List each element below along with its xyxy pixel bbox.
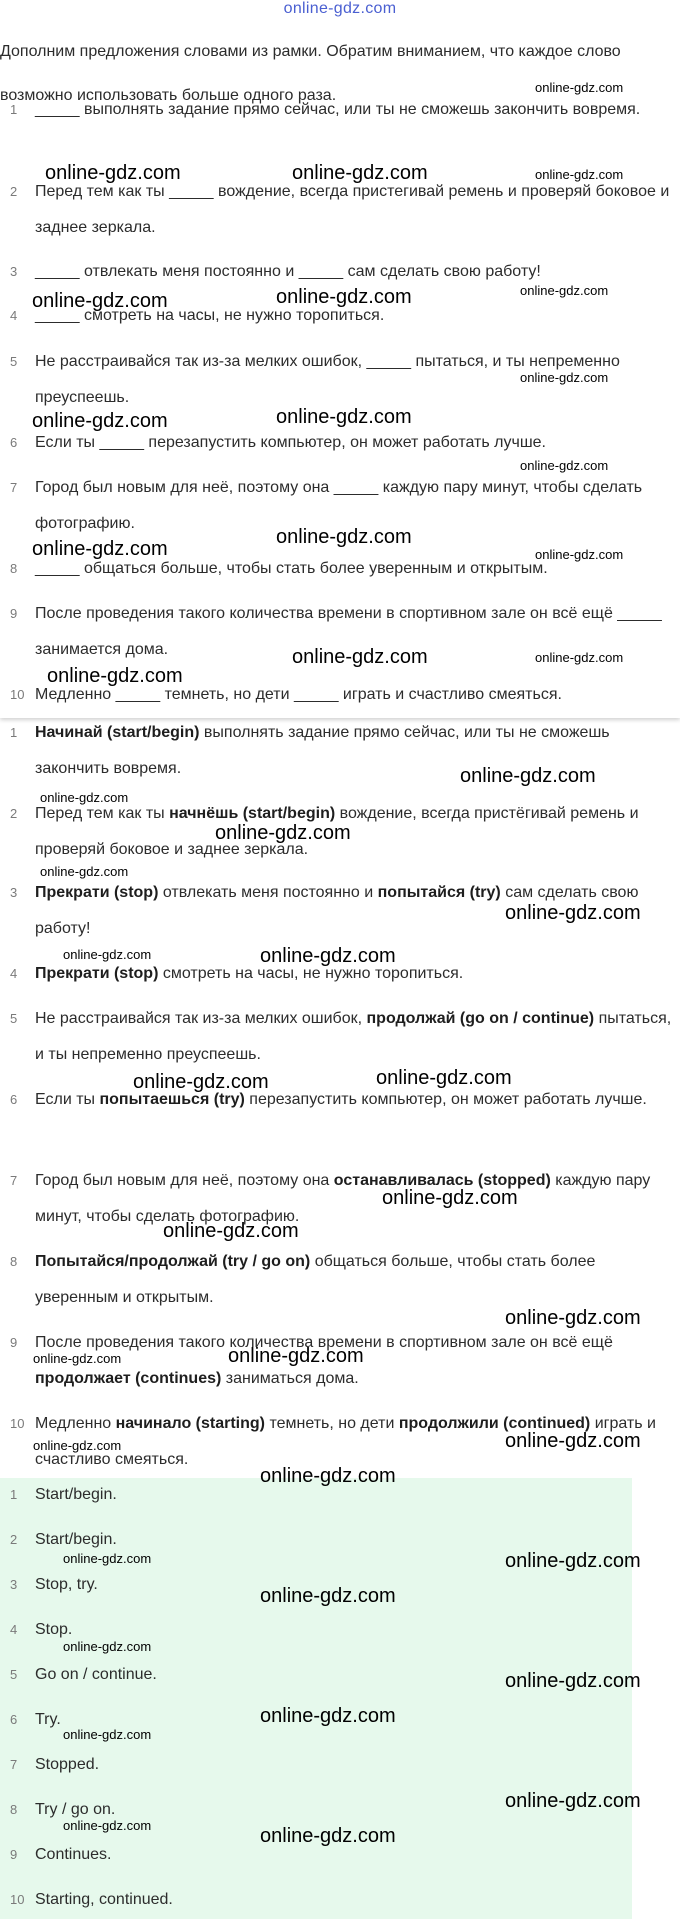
item-number: 8 [10, 1254, 18, 1269]
answer-pre: Город был новым для неё, поэтому она [35, 1172, 334, 1189]
answer-mid: заниматься дома. [221, 1370, 359, 1387]
short-answer-7 [0, 1747, 672, 1783]
answer-pre: Не расстраивайся так из-за мелких ошибок, [35, 1010, 367, 1027]
item-number: 1 [10, 725, 18, 740]
watermark: online-gdz.com [535, 650, 624, 665]
answer-item-5 [0, 1001, 672, 1073]
watermark: online-gdz.com [63, 947, 152, 962]
answer-mid: отвлекать меня постоянно и [158, 884, 378, 901]
watermark: online-gdz.com [505, 1550, 641, 1572]
answer-mid: перезапустить компьютер, он может работать лучше. [244, 1091, 647, 1108]
item-text: _____ смотреть на часы, не нужно торопиться. [35, 307, 385, 324]
item-number: 6 [10, 1092, 18, 1107]
watermark: online-gdz.com [276, 286, 412, 308]
watermark: online-gdz.com [63, 1818, 152, 1833]
site-header [0, 0, 680, 26]
answer-item-8 [0, 1244, 672, 1316]
item-number: 5 [10, 1667, 18, 1682]
short-answer-10 [0, 1882, 672, 1918]
watermark: online-gdz.com [47, 665, 183, 687]
answer-pre: Если ты [35, 1091, 100, 1108]
item-number: 7 [10, 480, 18, 495]
watermark: online-gdz.com [260, 1465, 396, 1487]
item-text: _____ общаться больше, чтобы стать более уверенным и открытым. [35, 560, 548, 577]
item-text: Перед тем как ты _____ вождение, всегда пристегивай ремень и проверяй боковое и заднее зеркала. [35, 183, 670, 236]
watermark: online-gdz.com [63, 1551, 152, 1566]
short-answer-text: Starting, continued. [35, 1891, 173, 1908]
answer-word: начнёшь (start/begin) [169, 805, 336, 822]
watermark: online-gdz.com [376, 1067, 512, 1089]
item-number: 10 [10, 1416, 25, 1431]
watermark: online-gdz.com [460, 765, 596, 787]
item-text: Если ты _____ перезапустить компьютер, он может работать лучше. [35, 434, 546, 451]
watermark: online-gdz.com [292, 162, 428, 184]
watermark: online-gdz.com [32, 538, 168, 560]
item-number: 3 [10, 264, 18, 279]
watermark: online-gdz.com [505, 1790, 641, 1812]
instructions-text: Дополним предложения словами из рамки. Обратим вниманием, что каждое слово возможно использовать больше одного раза. [0, 43, 621, 104]
short-answer-text: Stop. [35, 1621, 73, 1638]
item-number: 6 [10, 1712, 18, 1727]
answer-post: сам сделать свою работу! [35, 884, 639, 937]
answer-mid: выполнять задание прямо сейчас, или ты не сможешь закончить вовремя. [35, 724, 610, 777]
watermark: online-gdz.com [535, 80, 624, 95]
short-answer-text: Try / go on. [35, 1801, 116, 1818]
site-logo-text: online-gdz.com [283, 0, 397, 17]
watermark: online-gdz.com [260, 1825, 396, 1847]
item-number: 5 [10, 354, 18, 369]
item-number: 4 [10, 966, 18, 981]
watermark: online-gdz.com [535, 547, 624, 562]
answer-pre: После проведения такого количества времени в спортивном зале он всё ещё [35, 1334, 613, 1351]
watermark: online-gdz.com [33, 1438, 122, 1453]
answer-word-2: продолжили (continued) [398, 1415, 591, 1432]
item-number: 7 [10, 1757, 18, 1772]
answer-pre: Медленно [35, 1415, 116, 1432]
answer-mid: каждую пару минут, чтобы сделать фотографию. [35, 1172, 651, 1225]
short-answer-text: Stopped. [35, 1756, 100, 1773]
watermark: online-gdz.com [520, 283, 609, 298]
answer-pre: Перед тем как ты [35, 805, 170, 822]
item-number: 3 [10, 1577, 18, 1592]
answer-word: попытаешься (try) [99, 1091, 245, 1108]
item-number: 9 [10, 1335, 18, 1350]
item-number: 1 [10, 102, 18, 117]
item-number: 5 [10, 1011, 18, 1026]
answer-post: играть и счастливо смеяться. [35, 1415, 656, 1468]
item-number: 7 [10, 1173, 18, 1188]
watermark: online-gdz.com [260, 1705, 396, 1727]
watermark: online-gdz.com [292, 646, 428, 668]
watermark: online-gdz.com [40, 790, 129, 805]
answer-mid: темнеть, но дети [265, 1415, 399, 1432]
answer-word: Прекрати (stop) [35, 884, 159, 901]
exercise-item-1 [0, 92, 672, 128]
watermark: online-gdz.com [505, 1430, 641, 1452]
watermark: online-gdz.com [520, 458, 609, 473]
item-number: 4 [10, 1622, 18, 1637]
answer-word: продолжает (continues) [35, 1370, 222, 1387]
item-number: 10 [10, 1892, 25, 1907]
short-answer-text: Start/begin. [35, 1486, 117, 1503]
watermark: online-gdz.com [505, 1307, 641, 1329]
watermark: online-gdz.com [260, 945, 396, 967]
watermark: online-gdz.com [520, 370, 609, 385]
answer-item-7 [0, 1163, 672, 1235]
short-answer-text: Go on / continue. [35, 1666, 157, 1683]
answer-mid: пытаться, и ты непременно преуспеешь. [35, 1010, 672, 1063]
watermark: online-gdz.com [33, 1351, 122, 1366]
watermark: online-gdz.com [276, 406, 412, 428]
answer-word: Попытайся/продолжай (try / go on) [35, 1253, 311, 1270]
watermark: online-gdz.com [63, 1639, 152, 1654]
answer-item-6 [0, 1082, 672, 1118]
item-text: Город был новым для неё, поэтому она _____ каждую пару минут, чтобы сделать фотографию. [35, 479, 643, 532]
watermark: online-gdz.com [276, 526, 412, 548]
item-text: _____ выполнять задание прямо сейчас, или ты не сможешь закончить вовремя. [35, 101, 641, 118]
item-number: 9 [10, 1847, 18, 1862]
answer-mid: общаться больше, чтобы стать более уверенным и открытым. [35, 1253, 596, 1306]
item-number: 9 [10, 606, 18, 621]
watermark: online-gdz.com [260, 1585, 396, 1607]
answer-mid: смотреть на часы, не нужно торопиться. [158, 965, 464, 982]
item-number: 6 [10, 435, 18, 450]
answer-word: останавливалась (stopped) [333, 1172, 551, 1189]
watermark: online-gdz.com [133, 1071, 269, 1093]
item-number: 8 [10, 1802, 18, 1817]
item-number: 2 [10, 1532, 18, 1547]
item-text: _____ отвлекать меня постоянно и _____ сам сделать свою работу! [35, 263, 541, 280]
answer-word: начинало (starting) [115, 1415, 265, 1432]
watermark: online-gdz.com [382, 1187, 518, 1209]
short-answer-text: Stop, try. [35, 1576, 98, 1593]
watermark: online-gdz.com [32, 290, 168, 312]
item-text: Медленно _____ темнеть, но дети _____ играть и счастливо смеяться. [35, 686, 562, 703]
answer-word: продолжай (go on / continue) [366, 1010, 595, 1027]
item-number: 2 [10, 806, 18, 821]
item-number: 8 [10, 561, 18, 576]
item-text: Не расстраивайся так из-за мелких ошибок, _____ пытаться, и ты непременно преуспеешь. [35, 353, 620, 406]
short-answer-text: Start/begin. [35, 1531, 117, 1548]
watermark: online-gdz.com [45, 162, 181, 184]
watermark: online-gdz.com [535, 167, 624, 182]
watermark: online-gdz.com [163, 1220, 299, 1242]
watermark: online-gdz.com [32, 410, 168, 432]
item-number: 2 [10, 184, 18, 199]
answer-mid: вождение, всегда пристёгивай ремень и проверяй боковое и заднее зеркала. [35, 805, 639, 858]
item-number: 4 [10, 308, 18, 323]
watermark: online-gdz.com [215, 822, 351, 844]
answer-word-2: попытайся (try) [377, 884, 501, 901]
watermark: online-gdz.com [505, 902, 641, 924]
short-answer-text: Try. [35, 1711, 61, 1728]
exercise-panel [0, 0, 680, 718]
watermark: online-gdz.com [40, 864, 129, 879]
short-answer-text: Continues. [35, 1846, 112, 1863]
item-number: 10 [10, 687, 25, 702]
answer-word: Начинай (start/begin) [35, 724, 200, 741]
answer-word: Прекрати (stop) [35, 965, 159, 982]
item-number: 1 [10, 1487, 18, 1502]
watermark: online-gdz.com [63, 1727, 152, 1742]
watermark: online-gdz.com [505, 1670, 641, 1692]
item-number: 3 [10, 885, 18, 900]
watermark: online-gdz.com [228, 1345, 364, 1367]
item-text: После проведения такого количества времени в спортивном зале он всё ещё _____ занимается дома. [35, 605, 662, 658]
